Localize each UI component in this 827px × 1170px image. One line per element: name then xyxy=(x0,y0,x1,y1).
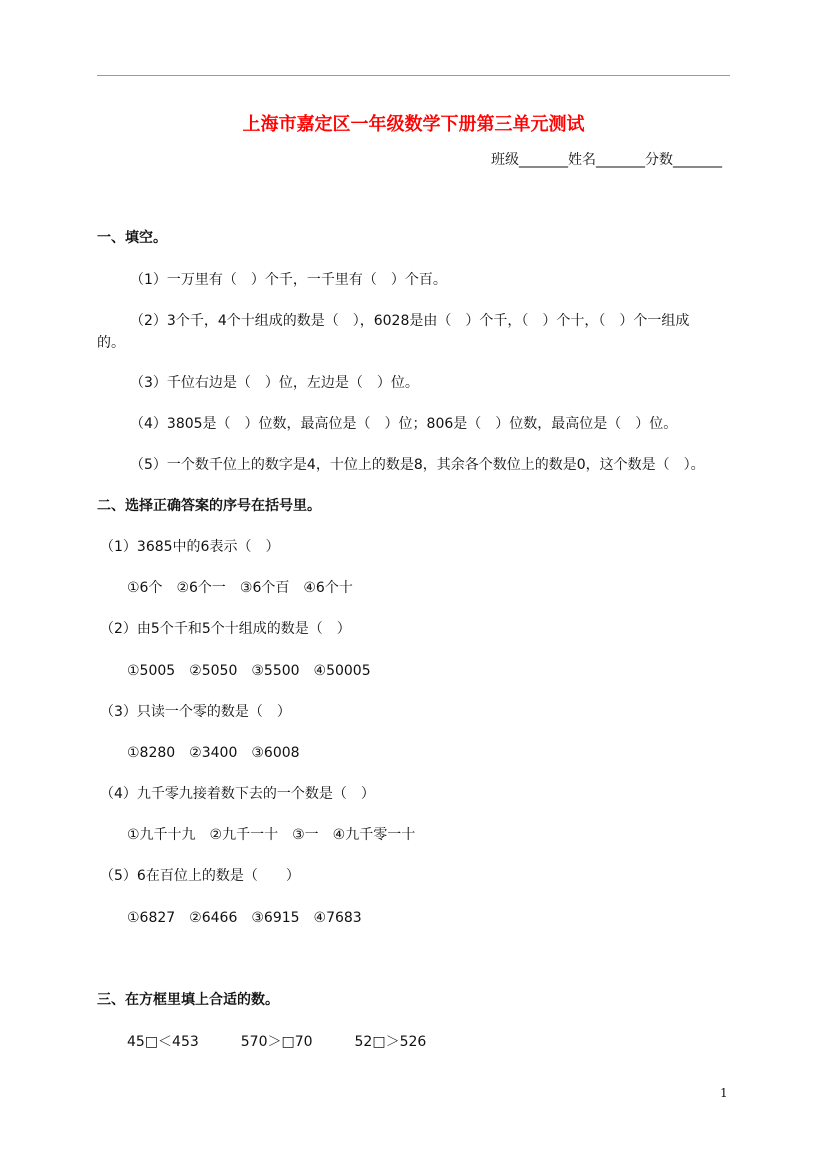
s2-question-5: （5）6在百位上的数是（ ） xyxy=(100,868,300,884)
header-rule xyxy=(97,75,730,76)
s1-question-5: （5）一个数千位上的数字是4，十位上的数是8，其余各个数位上的数是0，这个数是（ ）。 xyxy=(130,457,705,473)
section-3-heading: 三、在方框里填上合适的数。 xyxy=(97,992,279,1008)
section-2-heading: 二、选择正确答案的序号在括号里。 xyxy=(97,498,321,514)
document-title: 上海市嘉定区一年级数学下册第三单元测试 xyxy=(242,114,585,135)
s1-question-2-line-2: 的。 xyxy=(97,335,125,351)
s1-question-1: （1）一万里有（ ）个千，一千里有（ ）个百。 xyxy=(130,272,447,288)
s2-question-3-options: ①8280 ②3400 ③6008 xyxy=(127,745,300,761)
s1-question-3: （3）千位右边是（ ）位，左边是（ ）位。 xyxy=(130,375,419,391)
s3-items: 45□＜453 570＞□70 52□＞526 xyxy=(127,1034,427,1050)
section-1-heading: 一、填空。 xyxy=(97,230,167,246)
s1-question-2-line-1: （2）3个千，4个十组成的数是（ ），6028是由（ ）个千，（ ）个十，（ ）个一组成 xyxy=(130,313,690,329)
s2-question-5-options: ①6827 ②6466 ③6915 ④7683 xyxy=(127,910,362,926)
s2-question-2-options: ①5005 ②5050 ③5500 ④50005 xyxy=(127,663,371,679)
s2-question-2: （2）由5个千和5个十组成的数是（ ） xyxy=(100,621,351,637)
s2-question-1-options: ①6个 ②6个一 ③6个百 ④6个十 xyxy=(127,580,353,596)
s2-question-4: （4）九千零九接着数下去的一个数是（ ） xyxy=(100,786,375,802)
s2-question-1: （1）3685中的6表示（ ） xyxy=(100,539,280,555)
page-number: 1 xyxy=(720,1086,728,1100)
student-info-line: 班级_______姓名_______分数_______ xyxy=(491,152,722,168)
s1-question-4: （4）3805是（ ）位数，最高位是（ ）位；806是（ ）位数，最高位是（ ）位。 xyxy=(130,416,678,432)
s2-question-3: （3）只读一个零的数是（ ） xyxy=(100,704,291,720)
s2-question-4-options: ①九千十九 ②九千一十 ③一 ④九千零一十 xyxy=(127,827,416,843)
